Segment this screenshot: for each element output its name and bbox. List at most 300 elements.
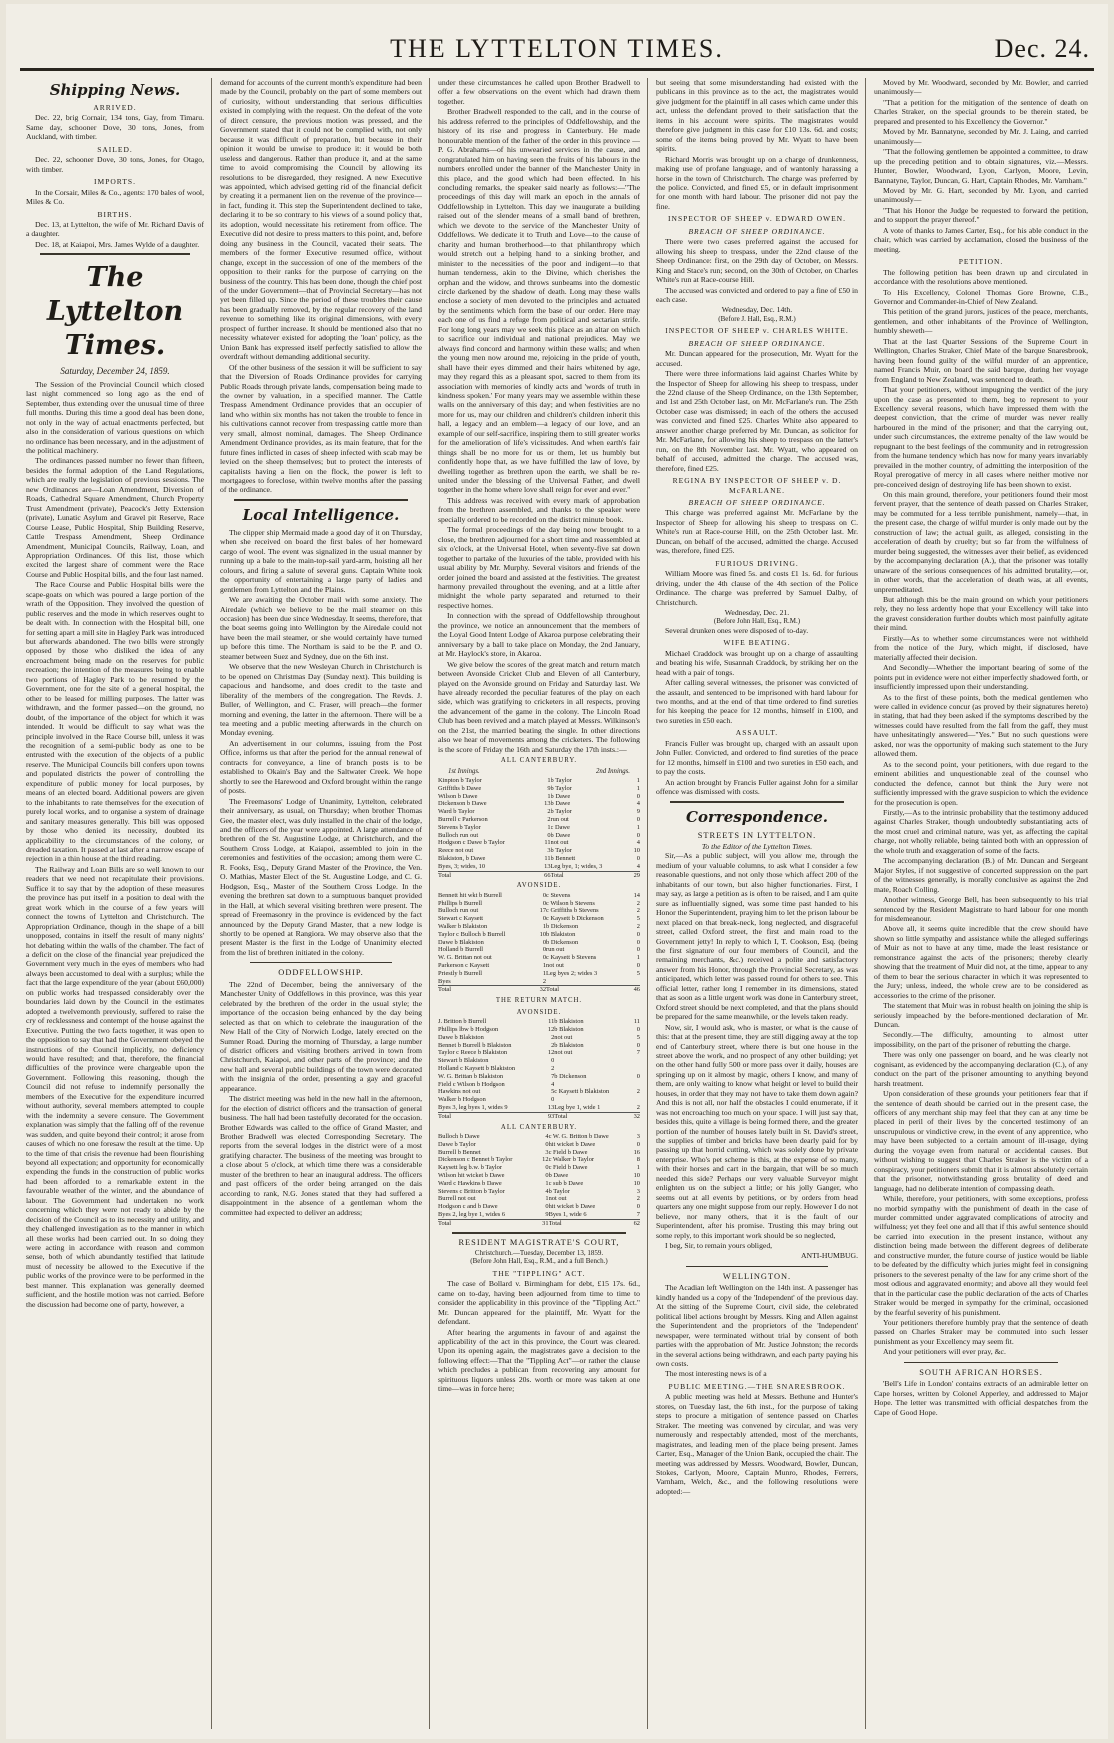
masthead-title: THE LYTTELTON TIMES. xyxy=(390,34,724,63)
scorecard-row xyxy=(438,800,640,808)
scorecard-row xyxy=(438,839,640,847)
births-text: Dec. 13, at Lyttelton, the wife of Mr. Richard Davis of a daughter. xyxy=(26,219,204,239)
petition-paragraph: That your petitioners, without impugning the verdict of the jury upon the case as presented to them, beg to represent to your Excellency several reasons, which have impressed them with the deepest conviction, that the crime of murder was never really harboured in the mind of the prisoner; and that the carrying out, under such circumstances, the extreme penalty of the law would be repugnant to the best feelings of the community and in retrogression from the humane tendency which has now for many years invariably prevailed in the mother country, of admitting the interposition of the Royal prerogative of mercy in all cases where neither motive nor pre-conceived design of destroying life has been shown to exist. xyxy=(874,385,1088,489)
court-bench: (Before John Hall, Esq., R.M., and a full Bench.) xyxy=(470,1257,608,1266)
column-3 xyxy=(438,78,640,1733)
batsman-cell: Total xyxy=(546,986,630,994)
batsman-cell: Griffiths b Dawe xyxy=(438,784,482,792)
imports-text: In the Corsair, Miles & Co., agents: 170 bales of wool, Miles & Co. xyxy=(26,187,204,207)
scorecard-row xyxy=(438,785,640,793)
runs-cell: 10 xyxy=(633,847,640,855)
scorecard-table xyxy=(438,777,640,879)
batsman-cell: c sub b Dawe xyxy=(548,1179,584,1187)
letter-signature: ANTI-HUMBUG. xyxy=(800,1251,858,1261)
batsman-cell: c Field b Dawe xyxy=(548,1148,588,1156)
batsman-cell: Stevens c Britton b Taylor xyxy=(438,1187,505,1195)
case-heading: INSPECTOR OF SHEEP v. EDWARD OWEN. xyxy=(668,214,846,224)
sailed-text: Dec. 22, schooner Dove, 30 tons, Jones, for Otago, with timber. xyxy=(26,155,204,174)
cricket-team-title: AVONSIDE. xyxy=(516,882,562,890)
petition-paragraph: This petition of the grand jurors, justices of the peace, merchants, gentlemen, and other inhabitants of the Province of Wellington, humbly sheweth— xyxy=(874,307,1088,336)
scorecard-row xyxy=(438,1180,640,1188)
column-4 xyxy=(656,78,858,1733)
court-paragraph: This charge was preferred against Mr. McFarlane by the Inspector of Sheep for allowing his sheep to trespass on C. White's run at Race-course Hill, on the 25th October last. Mr. Duncan, on behalf of the accused, admitted the charge. Accused was, therefore, fined £25. xyxy=(656,508,858,556)
batsman-cell: Total xyxy=(438,1219,539,1227)
batsman-cell: Total xyxy=(549,1219,630,1227)
batsman-cell: Leg bye 1, wide 1 xyxy=(554,1103,601,1111)
cricket-paragraph: We give below the scores of the great match and return match between Avonside Cricket Club and Eleven of all Canterbury, played on the Avonside ground on Friday and Saturday last. We have already recorded the peculiar features of the play on each side, which was gratifying to cricketers in all respects, proving the advancement of the game in the colony. The Lincoln Road Club has been revived and a match played at Messrs. Wilkinson's on the 21st, the married beating the single. In other directions also we hear of movements among the cricketers. The following is the score of Friday the 16th and Saturday the 17th insts.:— xyxy=(438,659,640,754)
court-paragraph: The case of Bollard v. Birmingham for debt, £15 17s. 6d., came on to-day, having been adjourned from time to time to consider the applicability in this province of the "Tippling Act." Mr. Duncan appeared for the plaintiff, Mr. Wyatt for the defendant. xyxy=(438,1279,640,1327)
batsman-cell: not out xyxy=(550,839,569,847)
batsman-cell: not out xyxy=(554,1033,573,1041)
wellington-paragraph: A public meeting was held at Messrs. Bethune and Hunter's stores, on Tuesday last, the 6th inst., for the purpose of taking steps to procure a mitigation of sentence passed on Charles Straker. The meeting was convened by circular, and was very numerously and respectably attended, most of the merchants, magistrates, and leading men of the place being present. James Carter, Esq., Manager of the Union Bank, occupied the chair. The meeting was addressed by Messrs. Woodward, Bowler, Duncan, Stokes, Carlyon, Moore, Captain Munro, Rhodes, Ferrers, Varnham, Welch, &c., and the following resolutions were adopted:— xyxy=(656,1392,858,1496)
batsman-cell: W. G. Brittan not out xyxy=(438,954,492,962)
editorial-paragraph: Of the other business of the session it will be sufficient to say that the Diversion of Roads Ordinance provides for carrying Public Roads through private lands, compensation being made to the owner by valuation, in a specified manner. The Cattle Trespass Amendment Ordinance provides that an occupier of land who within six months has not taken the trouble to fence in his cultivations cannot recover from trespassing cattle more than very small, almost nominal, damages. The Sheep Ordinance Amendment Ordinance provides, as its main feature, that for the future fines inflicted in cases of sheep infected with scab may be levied on the sheep themselves; but to protect the interests of capitalists having a lien on the flock, the power is left to mortgagees to foreclose, within twelve months after the passing of the ordinance. xyxy=(220,362,422,495)
runs-cell: 0 xyxy=(551,1057,555,1065)
scorecard-table xyxy=(438,892,640,994)
case-subheading: BREACH OF SHEEP ORDINANCE. xyxy=(688,338,826,348)
scorecard-table xyxy=(438,1133,640,1228)
court-paragraph: The accused was convicted and ordered to pay a fine of £50 in each case. xyxy=(656,285,858,304)
runs-cell: 16 xyxy=(633,1148,640,1156)
runs-cell: 5 xyxy=(551,1088,555,1096)
imports-label: IMPORTS. xyxy=(94,177,136,187)
runs-cell: 0 xyxy=(545,1203,549,1211)
runs-cell: 0 xyxy=(636,1072,640,1080)
scorecard-row xyxy=(438,1042,640,1050)
wellington-paragraph: The Acadian left Wellington on the 14th inst. A passenger has kindly handed us a copy of the 'Independent' of the previous day. At the sitting of the Supreme Court, civil side, the celebrated political libel actions brought by Messrs. King and Allen against the Superintendent and the proprietors of the 'Independent' newspaper, were terminated without trial by consent of both parties with the approbation of Mr. Justice Johnston; the records in the several actions being withdrawn, and each party paying his own costs. xyxy=(656,1283,858,1368)
scorecard-total-row xyxy=(438,1219,640,1227)
batsman-cell xyxy=(554,1065,630,1073)
scorecard-row xyxy=(438,1026,640,1034)
court-paragraph: but seeing that some misunderstanding had existed with the publicans in this province as to the act, the magistrates would give judgment for the plaintiff in all cases which came under this act, unless the defendant proved to their satisfaction that the items in his account were spirits. The magistrates would therefore give judgment in this case for £10 13s. 6d. and costs; some of the items being proved by Mr. Wyatt to have been spirits. xyxy=(656,78,858,154)
resolution-paragraph: Moved by Mr. G. Hart, seconded by Mr. Lyon, and carried unanimously— xyxy=(874,185,1088,205)
resolution-paragraph: A vote of thanks to James Carter, Esq., for his able conduct in the chair, which was carried by acclamation, closed the business of the meeting. xyxy=(874,225,1088,254)
runs-cell: 11 xyxy=(544,855,551,863)
batsman-cell: c Field b Dawe xyxy=(548,1164,588,1172)
court-bench: (Before J. Hall, Esq., R.M.) xyxy=(718,314,796,323)
scorecard-row xyxy=(438,1065,640,1073)
runs-cell: 2 xyxy=(542,977,547,985)
runs-cell: 10 xyxy=(633,1171,640,1179)
resolution-paragraph: "That the following gentlemen be appointed a committee, to draw up the preceding petition and to obtain signatures, viz.—Messrs. Hunter, Bowler, Woodward, Lyon, Carlyon, Moore, Levin, Bannatyne, Taylor, Duncan, G. Hart, Captain Rhodes, Mr. Varnham." xyxy=(874,147,1088,185)
runs-cell: 0 xyxy=(636,946,640,954)
runs-cell: 3 xyxy=(547,847,551,855)
petition-paragraph: Firstly—As to whether some circumstances were not withheld from the notice of the Jury, which might, if disclosed, have materially affected their decision. xyxy=(874,633,1088,662)
scorecard-row xyxy=(438,892,640,900)
wellington-heading: WELLINGTON. xyxy=(722,1271,792,1281)
runs-cell: 1 xyxy=(636,777,640,785)
case-subheading: BREACH OF SHEEP ORDINANCE. xyxy=(688,497,826,507)
section-rule xyxy=(686,1266,828,1267)
runs-cell: 11 xyxy=(633,1018,640,1026)
court-date: Wednesday, Dec. 21. xyxy=(724,607,790,617)
runs-cell: 2 xyxy=(636,1088,640,1096)
runs-cell: 7 xyxy=(636,1049,640,1057)
runs-cell: 0 xyxy=(636,831,640,839)
runs-cell: 5 xyxy=(636,1033,640,1041)
scorecard-row xyxy=(438,1211,640,1219)
batsman-cell: b Dawe xyxy=(550,800,571,808)
runs-cell: 2 xyxy=(551,1064,555,1072)
runs-cell: 62 xyxy=(630,1219,640,1227)
runs-cell: 13 xyxy=(544,800,551,808)
oddfellowship-heading: ODDFELLOWSHIP. xyxy=(278,968,364,978)
runs-cell: 5 xyxy=(636,969,640,977)
births-label: BIRTHS. xyxy=(97,209,133,219)
scorecard-row xyxy=(438,1096,640,1104)
scorecard-row xyxy=(438,1141,640,1149)
batsman-cell: c Kaysett b Blakiston xyxy=(554,1088,610,1096)
batsman-cell: Stewart b Blakiston xyxy=(438,1057,489,1065)
court-paragraph: Several drunken ones were disposed of to-day. xyxy=(665,625,809,635)
meeting-heading: PUBLIC MEETING.—THE SNARESBROOK. xyxy=(668,1381,846,1391)
batsman-cell: Kaysett leg b.w. b Taylor xyxy=(438,1164,502,1172)
batsman-cell: Wilson hit wicket b Dawe xyxy=(438,1171,505,1179)
batsman-cell: Ward b Taylor xyxy=(438,808,475,816)
resolution-paragraph: "That his Honor the Judge be requested to forward the petition, and to support the prayer thereof." xyxy=(874,205,1088,225)
runs-cell xyxy=(630,978,640,986)
editorial-paragraph: The Railway and Loan Bills are so well known to our readers that we need not recapitulate their provisions. Suffice it to say that by the adoption of these measures the province has put itself in a position to deal with the great work which in the course of a few years will connect the towns of Lyttelton and Christchurch. The Appropriation Ordinance, though in the shape of a bill unopposed, contains in itself the result of many nights' hot debating within the walls of the chamber. The fact of a deficit on the close of the financial year prejudiced the Government very much in the eyes of members who had always been accustomed to deal with a surplus; while the fact that the large expenditure of the year (about £60,000) on public works had trespassed considerably over the boundaries laid down by the Council in the estimates adopted a twelvemonth previously, suffered to raise the cry of recklessness and contempt of the house against the Executive. Putting the two facts together, it was open to the opposition to say that had the Government obeyed the instructions of the Council implicitly, no deficiency would have resulted; and that, therefore, the financial difficulties of the province were chargeable upon the Government. Following this reasoning, though the Council did not refuse to indemnify personally the members of the Executive for the expenditure incurred without authority, several members attempted to couple with the indemnity a severe censure. The Government explanation was simply that the falling off of the revenue was sudden, and quite beyond their control; it arose from causes of which no one foresaw the result at the time. Up to the time of that crisis the revenue had been flourishing beyond all expectation; and opportunity for economically expending the funds in the construction of public works had been afforded to a remarkable extent in the favourable weather of the winter, and the abundance of labour. The Government had undertaken no work concerning which they were not ready to abide by the decision of the Council as to its necessity and utility, and they challenged investigation as to the manner in which all these works had been carried out. In so doing they were acting in accordance with reason and common sense, both of which abundantly testified that latitude must of necessity be allowed to the Executive if the public works of the province were to be performed in the best manner. This explanation was generally deemed sufficient, and the hostile motion was not carried. Before the discussion had become one of party, however, a xyxy=(26,864,204,1309)
runs-cell: 5 xyxy=(636,915,640,923)
oddfellowship-paragraph: Brother Bradwell responded to the call, and in the course of his address referred to the principles of Oddfellowship, and the history of its rise and progress in Canterbury. He made honourable mention of the father of the order in this province —P. G. Abrahams—of his unwearied services in the cause, and congratulated him on having seen the fruits of his labours in the numbers enrolled under the banner of the Manchester Unity in this place, and the good which had been effected. In his concluding remarks, the speaker said nearly as follows:—"The proceedings of this day will mark an epoch in the annals of Oddfellowship in Lyttelton. This day we inaugurate a building raised out of the slender means of a small band of brethren, which we devote to the service of the Manchester Unity of Oddfellows. We dedicate it to Truth and Love—to the cause of charity and human brotherhood—to that philanthropy which would stretch out a helping hand to a sinking brother, and minister to the necessities of the poor and indigent—to that human tenderness, akin to the Divine, which cherishes the orphan and the widow, and throws sunbeams into the domestic circle darkened by the shadow of death. Long may these walls enclose a society of men devoted to the principles and actuated by the sentiments which form the base of our order. Here may each one of us find a refuge from political and sectarian strife. For long long years may we seek this place as an altar on which to sacrifice our individual and national prejudices. May we always find concord and harmony within these walls; and when the young men now around me, rejoicing in the pride of youth, shall have their eyes dimmed and their hairs whitened by age, may they regard this as a pleasant spot, sacred to them from its association with memories of kindly acts and 'words of truth in kindness spoken.' For many years may we assemble within these walls on the anniversary of this day; and when festivities are no more for us, may our children and children's children inherit this hall, a legacy and an emblem—a legacy of our love, and an example of our self-sacrifice, inspiring them to still greater works for the amelioration of life's vicissitudes. And when earth's fair things shall be no more for us or them, let us humbly but confidently hope that, as we have fulfilled the law of love, by dwelling together as brethren upon the earth, we shall be re-united under the blessing of the Universal Father, and dwell together in the home where love shall reign for ever and ever." xyxy=(438,107,640,495)
batsman-cell: b Dawe xyxy=(548,1171,569,1179)
column-divider xyxy=(211,78,212,1729)
court-paragraph: Francis Fuller was brought up, charged with an assault upon John Fuller. Convicted, and ordered to find sureties of the peace for 12 months, himself in £100 and two sureties in £50 each, and to pay the costs. xyxy=(656,738,858,777)
batsman-cell: Parkerson c Kaysett xyxy=(438,962,490,970)
runs-cell: 2 xyxy=(547,816,551,824)
arrived-text: Dec. 22, brig Cornair, 134 tons, Gay, from Timaru. Same day, schooner Dove, 30 tons, Jones, from Auckland, with timber. xyxy=(26,113,204,142)
runs-cell: 11 xyxy=(548,1018,555,1026)
batsman-cell: Holland b Burrell xyxy=(438,946,484,954)
court-paragraph: Mr. Duncan appeared for the prosecution, Mr. Wyatt for the accused. xyxy=(656,349,858,368)
batsman-cell xyxy=(546,978,630,986)
runs-cell: 1 xyxy=(547,792,551,800)
runs-cell: 9 xyxy=(547,784,551,792)
scorecard-row xyxy=(438,1057,640,1065)
letter-signoff: I beg, Sir, to remain yours obliged, xyxy=(665,1241,773,1251)
scorecard-table xyxy=(438,1018,640,1120)
case-heading: ASSAULT. xyxy=(735,728,779,738)
batsman-cell: Field c Wilson b Hodgson xyxy=(438,1080,505,1088)
runs-cell: 9 xyxy=(545,1210,549,1218)
batsman-cell: Bulloch run out xyxy=(438,907,479,915)
column-2 xyxy=(220,78,422,1733)
runs-cell: 2 xyxy=(636,899,640,907)
runs-cell: 13 xyxy=(544,862,551,870)
petition-heading: PETITION. xyxy=(958,257,1004,267)
batsman-cell: b Taylor xyxy=(550,777,572,785)
court-heading: RESIDENT MAGISTRATE'S COURT, xyxy=(458,1237,620,1247)
scorecard-row xyxy=(438,1188,640,1196)
runs-cell: 4 xyxy=(545,1187,549,1195)
masthead-rule xyxy=(20,68,1094,71)
case-heading: WIFE BEATING. xyxy=(723,638,791,648)
batsman-cell: c Kaysett b Stevens xyxy=(546,954,597,962)
batsman-cell: Total xyxy=(554,1112,630,1120)
court-paragraph: There were two cases preferred against the accused for allowing his sheep to trespass, under the 22nd clause of the Sheep Ordinance: first, on the 29th day of October, on Messrs. King and Stace's run; second, on the 30th of October, on Charles White's run at Race-course Hill. xyxy=(656,237,858,285)
scorecard-row xyxy=(438,832,640,840)
batsman-cell: Dawe b Blakiston xyxy=(438,1033,484,1041)
court-paragraph: After calling several witnesses, the prisoner was convicted of the assault, and sentenced to be imprisoned with hard labour for two months, and at the end of that time ordered to find sureties for his keeping the peace for 12 months, himself in £100, and two sureties in £50 each. xyxy=(656,678,858,725)
batsman-cell: b Taylor xyxy=(550,784,572,792)
cricket-team-title: ALL CANTERBURY. xyxy=(500,757,578,765)
batsman-cell: Burrell c Parkerson xyxy=(438,816,488,824)
scorecard-row xyxy=(438,808,640,816)
batsman-cell: b Dickenson xyxy=(546,923,579,931)
horses-paragraph: 'Bell's Life in London' contains extracts of an admirable letter on Cape horses, written by Colonel Apperley, and addressed to Major Hope. The letter was transmitted with official despatches from the Cape of Good Hope. xyxy=(874,1379,1088,1417)
runs-cell: 0 xyxy=(547,831,551,839)
section-rule xyxy=(250,962,392,963)
batsman-cell: Hodgson c Dawe b Taylor xyxy=(438,839,505,847)
petition-paragraph: To His Excellency, Colonel Thomas Gore Browne, C.B., Governor and Commander-in-Chief of New Zealand. xyxy=(874,287,1088,306)
letter-paragraph: Sir,—As a public subject, will you allow me, through the medium of your valuable columns, to ask what I consider a few reasonable questions, and not only those which affect 200 of the inhabitants of our town, but also higher functionaries. First, I may say, as large a petition as is often to be raised, and I am quite sure as influentially signed, was some time past handed to his Honor the Superintendent, praying him to let the prison labour be next placed on that break-neck, long neglected, and disgraceful street, called Oxford street, the first and main road to the Government jetty! In reply to which I, T. Cookson, Esq. (being the first signature of our four members of Council, and the remaining merchants, &c.) received a polite and satisfactory answer from his Honor, through the Provincial Secretary, as was anticipated, which letter was passed round for others to see. This official letter, rather long I remember in its dimensions, stated that as soon as a little urgent work was done in Canterbury street, Oxford street should be next completed, and that the plans should be prepared for the same meanwhile, or the levels taken ready. xyxy=(656,851,858,1022)
correspondence-heading: Correspondence. xyxy=(686,807,828,826)
runs-cell: 1 xyxy=(547,823,551,831)
scorecard-row xyxy=(438,1164,640,1172)
local-intelligence-heading: Local Intelligence. xyxy=(242,505,400,524)
runs-cell: 1 xyxy=(636,784,640,792)
runs-cell: 3 xyxy=(636,1187,640,1195)
resolution-paragraph: Moved by Mr. Bannatyne, seconded by Mr. J. Laing, and carried unanimously— xyxy=(874,127,1088,146)
runs-cell: 8 xyxy=(636,1156,640,1164)
scorecard-row xyxy=(438,1172,640,1180)
batsman-cell: Total xyxy=(438,986,536,994)
scorecard-total-row xyxy=(438,986,640,994)
column-divider xyxy=(647,78,648,1729)
cricket-team-subtitle: AVONSIDE. xyxy=(516,1008,562,1016)
masthead xyxy=(6,4,1108,76)
batsman-cell: Holland c Kaysett b Blakiston xyxy=(438,1064,516,1072)
column-5 xyxy=(874,78,1088,1733)
births-text: Dec. 18, at Kaiapoi, Mrs. James Wylde of a daughter. xyxy=(35,239,200,249)
batsman-cell: Walker b Blakiston xyxy=(438,923,488,931)
runs-cell: 1 xyxy=(542,969,547,977)
batsman-cell: b Blakiston xyxy=(546,930,576,938)
petition-paragraph: On this main ground, therefore, your petitioners found their most fervent prayer, that the sentence of death passed on Charles Straker, may be commuted for a less terrible punishment, namely—that, in the present case, the charge of wilful murder is only made out by the construction of law; the actual guilt, as alleged, consisting in the acceleration of death by cruelty; but so far from the wilfulness of murder being suggested, the witnesses aver their belief, as evidenced by the accompanying declaration (A.), that the prisoner was totally unaware of the serious consequences of his admitted brutality,—or, in other words, that the acceleration of death was, at all events, unpremeditated. xyxy=(874,490,1088,594)
batsman-cell: Dawe b Taylor xyxy=(438,1140,476,1148)
section-rule xyxy=(40,253,190,255)
column-divider xyxy=(429,78,430,1729)
runs-cell: 10 xyxy=(539,930,547,938)
batsman-cell: W. G. Brittan b Blakiston xyxy=(438,1072,504,1080)
runs-cell: 0 xyxy=(636,1203,640,1211)
runs-cell: 2 xyxy=(636,1103,640,1111)
scorecard-row xyxy=(438,962,640,970)
batsman-cell: c Stevens xyxy=(546,891,571,899)
section-rule xyxy=(452,1232,626,1234)
resolution-paragraph: Moved by Mr. Woodward, seconded by Mr. Bowler, and carried unanimously— xyxy=(874,78,1088,97)
scorecard-row xyxy=(438,816,640,824)
letter-paragraph: Now, sir, I would ask, who is master, or what is the cause of this: that at the present time, they are still digging away at the top end of Canterbury street, where there is but one house in the street above the work, and no prospect of any other building; yet on the other hand fully 500 or more pass over it daily, houses are springing up on it almost by magic, others I know, and many of them, are only waiting to know what height or level to build their houses, in order that they may not have to take them down again? And this is not all, nor half the obstacles I could enumerate, if it was not encroaching too much on your space. I will just say that, besides this, quite a village is being formed there, and the greater portion of the number of houses lately built in St. David's street, the supplies of timber and bricks have been dearly paid for by passing up that horrid cutting, which was solely done by private enterprise. Who's pet scheme is this, at the expense of so many, with their horses and cart in the bargain, that will be so much needed this side? Perhaps our very valuable Surveyor might enlighten us on the subject a little; or his jolly Ganger, who seems out at all events by petitions, or by orders from head quarters any one might suppose from our reply. However I do not believe, nor many others, that it is the fault of our Superintendent, after his promise. Trusting this may bring out some reply, to this important work should be so neglected, xyxy=(656,1022,858,1240)
runs-cell: 2 xyxy=(636,1195,640,1203)
petition-paragraph: Firstly,—As to the intrinsic probability that the testimony adduced against Charles Straker, though undoubtedly substantiating acts of the most cruel and criminal nature, was yet, as affecting the capital charge, not wholly reliable, being tainted both with an oppression of the whole truth and exaggeration of some of the facts. xyxy=(874,807,1088,855)
runs-cell: 1 xyxy=(542,962,547,970)
scorecard-row xyxy=(438,1133,640,1141)
petition-paragraph: There was only one passenger on board, and he was clearly not cognisant, as evidenced by the accompanying declaration (C.), of any conduct on the part of the prisoner amounting to anything beyond harsh treatment. xyxy=(874,1050,1088,1088)
court-paragraph: An action brought by Francis Fuller against John for a similar offence was dismissed with costs. xyxy=(656,777,858,797)
scorecard-row xyxy=(438,824,640,832)
runs-cell: 12 xyxy=(542,1156,549,1164)
batsman-cell: Leg bye, 1; wides, 3 xyxy=(550,862,603,870)
petition-paragraph: As to the second point, your petitioners, with due regard to the eminent abilities and unquestionable zeal of the counsel who conducted the defence, cannot but think the Jury were not sufficiently impressed with the grave suspicion to which the evidence for the prosecution is open. xyxy=(874,759,1088,807)
batsman-cell: Total xyxy=(438,1112,544,1120)
case-heading: INSPECTOR OF SHEEP v. CHARLES WHITE. xyxy=(665,326,849,336)
scorecard-row xyxy=(438,1049,640,1057)
resolution-paragraph: "That a petition for the mitigation of the sentence of death on Charles Straker, on the special grounds to be therein stated, be prepared and presented to his Excellency the Governor." xyxy=(874,97,1088,126)
batsman-cell: Ward c Hawkins b Dawe xyxy=(438,1179,502,1187)
batsman-cell: b Blakiston xyxy=(554,1025,584,1033)
runs-cell xyxy=(630,1081,640,1089)
batsman-cell: b Bennett xyxy=(550,855,576,863)
scorecard-row xyxy=(438,1018,640,1026)
scorecard-row xyxy=(438,907,640,915)
batsman-cell: c W. G. Britton b Dawe xyxy=(548,1132,609,1140)
batsman-cell: Bulloch run out xyxy=(438,831,479,839)
runs-cell: 0 xyxy=(636,938,640,946)
runs-cell: 0 xyxy=(636,792,640,800)
batsman-cell: b Dawe xyxy=(550,792,571,800)
south-african-horses-heading: SOUTH AFRICAN HORSES. xyxy=(919,1367,1043,1377)
petition-paragraph: And Secondly—Whether the important bearing of some of the points put in evidence were not either imperfectly shadowed forth, or insufficiently impressed upon their understanding. xyxy=(874,663,1088,692)
batsman-cell: Blakiston, b Dawe xyxy=(438,855,486,863)
editorial-paragraph: The ordinances passed number no fewer than fifteen, besides the formal adoption of the Land Regulations, which are really the legislation of previous sessions. The new Ordinances are—Loan Amendment, Diversion of Roads, Cathedral Square Amendment, Church Property Trust Amendment (private), Peacock's Jetty Extension (private), Lunatic Asylum and Gravel pit Reserve, Race Course Lease, Public Hospital, Ship Building Reserve, Cattle Trespass Amendment, Sheep Ordinance Amendment, Municipal Councils, Railway, Loan, and Appropriation Ordinances. Of this list, those which excited the largest share of comment were the Race Course and Public Hospital bills, and the four last named. xyxy=(26,456,204,579)
scorecard-row xyxy=(438,1073,640,1081)
batsman-cell: Total xyxy=(551,871,630,879)
oddfellowship-paragraph: The 22nd of December, being the anniversary of the Manchester Unity of Oddfellows in this province, was this year celebrated by the brethren of the order in the usual style; the importance of the occasion being enhanced by the day being selected as that on which to celebrate the inauguration of the New Hall of the City of Norwich Lodge, lately erected on the Sumner Road. During the morning of Thursday, a large number of district officers and visiting brothers arrived in town from Christchurch, Kaiapoi, and other parts of the province; and the new hall and several public buildings of the town were decorated with the insignia of the order, presenting a gay and graceful appearance. xyxy=(220,979,422,1093)
runs-cell: 1 xyxy=(542,923,547,931)
runs-cell: 66 xyxy=(541,871,551,879)
batsman-cell: Walker b Hodgson xyxy=(438,1096,486,1104)
editorial-paragraph: demand for accounts of the current month's expenditure had been made by the Council, probably on the part of some members out of curiosity, without understanding that serious difficulties existed in complying with the request. On the defeat of the vote of direct censure, the previous motion was pressed, and the Government stated that it could not be complied with, not only because it was difficult of preparation, but because in their opinion it would be unwise to produce it: it would be both useless and dangerous. Rather than produce it, and at the same time to avoid compromising the Council by allowing its resolutions to be disregarded, they resigned. A new Executive was appointed, which advised getting rid of the financial deficit by creating it a permanent lien on the revenue of the province—in fact, funding it. This step the Superintendent declined to take, declaring it to be so contrary to his views of a sound policy that, its adoption, would necessitate his retirement from office. The Executive did not desire to press matters to this point, and, before doing any business in the Council, vacated their seats. The members of the former Executive resumed office, without change, except in the succession of one of the members of the opposition to their ranks for the purpose of carrying on the business of the country. This has been done, though the chief post of the under Government—that of Provincial Secretary—has not yet been filled up. Since the period of these troubles their cause has been gradually removed, by the regular recovery of the land revenue to something like its original dimensions, with every prospect of further increase. It should be mentioned also that no necessity whatever existed for adopting the 'loan' policy, as the Union Bank has expressed itself perfectly satisfied to allow the overdraft without demanding additional security. xyxy=(220,78,422,362)
batsman-cell: b Taylor xyxy=(550,808,572,816)
batsman-cell: Byes xyxy=(438,977,451,985)
runs-cell: 14 xyxy=(633,891,640,899)
runs-cell xyxy=(630,1096,640,1104)
runs-cell: 11 xyxy=(544,839,551,847)
batsman-cell: Burrell b Bennet xyxy=(438,1148,481,1156)
runs-cell: 1 xyxy=(636,954,640,962)
runs-cell: 4 xyxy=(636,800,640,808)
local-paragraph: An advertisement in our columns, issuing from the Post Office, informs us that after the period for the annual renewal of contracts for conveyance, a line of branch posts is to be established to Okain's Bay and the Saltwater Creek. We hope shortly to see the Harewood and Oxford brought within the range of posts. xyxy=(220,738,422,796)
runs-cell: 7 xyxy=(636,1210,640,1218)
innings-label: 2nd Innings. xyxy=(596,767,630,775)
runs-cell: 17 xyxy=(539,907,547,915)
petition-paragraph: Another witness, George Bell, has been subsequently to his trial sentenced by the Resident Magistrate to hard labour for one month for misdemeanour. xyxy=(874,895,1088,923)
petition-paragraph: As to the first of these points, both the medical gentlemen who were called in evidence concur (as proved by their signatures hereto) in stating, that had they been asked if the symptoms described by the witnesses could have resulted from the fall from the gaff, they must have unhesitatingly answered—"Yes." But no such questions were asked, nor was the opportunity of making such statement to the Jury allowed them. xyxy=(874,692,1088,759)
runs-cell: 4 xyxy=(636,862,640,870)
batsman-cell: Hodgson c and b Dawe xyxy=(438,1203,498,1211)
scorecard-row xyxy=(438,1203,640,1211)
scorecard-row xyxy=(438,855,640,863)
petition-paragraph: That at the last Quarter Sessions of the Supreme Court in Wellington, Charles Straker, Chief Mate of the barque Snaresbrook, having been found guilty of the wilful murder of an apprentice, named Francis Muir, on board the said barque, during her voyage from England to New Zealand, was sentenced to death. xyxy=(874,336,1088,384)
case-subheading: BREACH OF SHEEP ORDINANCE. xyxy=(688,226,826,236)
batsman-cell: not out xyxy=(548,1195,567,1203)
batsman-cell xyxy=(554,1081,630,1089)
scorecard-row xyxy=(438,978,640,986)
arrived-label: ARRIVED. xyxy=(93,103,137,112)
scorecard-row xyxy=(438,970,640,978)
batsman-cell: Kinpton b Taylor xyxy=(438,777,482,785)
runs-cell: 1 xyxy=(636,823,640,831)
runs-cell: 0 xyxy=(542,954,547,962)
scorecard-total-row xyxy=(438,871,640,879)
petition-paragraph: While, therefore, your petitioners, with some exceptions, profess no morbid sympathy with the punishment of death in the case of murder committed under aggravated complications of atrocity and wilfulness; yet they feel one and all that if this awful sentence should be carried into execution in the present instance, without any distinction being made between the different degrees of deliberate and constructive murder, the future course of justice would be liable to be defeated by the difficulty which juries might feel in consigning prisoners to the severest penalty of the law for any crime short of the most odious and aggravated enormity; and above all they would feel that in the particular case the public declaration of the acts of Charles Straker would be merged in sympathy for the criminal, occasioned by the fearful severity of his punishment. xyxy=(874,1194,1088,1317)
batsman-cell: b Dawe xyxy=(550,831,571,839)
runs-cell: 0 xyxy=(636,1140,640,1148)
runs-cell: 1 xyxy=(545,1195,549,1203)
batsman-cell: Dickenson b Dawe xyxy=(438,800,487,808)
batsman-cell: Phillips lbw b Hodgson xyxy=(438,1025,499,1033)
batsman-cell xyxy=(554,1096,630,1104)
innings-label: 1st Innings. xyxy=(448,767,480,775)
batsman-cell: c Wilson b Stevens xyxy=(546,899,595,907)
scorecard-row xyxy=(438,847,640,855)
letter-title: STREETS IN LYTTELTON. xyxy=(697,830,817,840)
scorecard-total-row xyxy=(438,1112,640,1120)
petition-paragraph: But although this be the main ground on which your petitioners rely, they no less ardently hope that your Excellency will take into the gravest consideration further doubts which most painfully agitate their mind. xyxy=(874,595,1088,633)
batsman-cell: Taylor c Reece b Blakiston xyxy=(438,1049,508,1057)
scorecard-row xyxy=(438,946,640,954)
batsman-cell: hit wicket b Dawe xyxy=(548,1203,596,1211)
batsman-cell xyxy=(554,1057,630,1065)
runs-cell: 0 xyxy=(551,1096,555,1104)
petition-paragraph: The accompanying declaration (B.) of Mr. Duncan and Sergeant Major Styles, if not suggestive of concerted suppression on the part of the witnesses generally, is morally conclusive as against the 2nd mate, Roach Colling. xyxy=(874,856,1088,894)
editorial-paragraph: The Race Course and Public Hospital bills were the scape-goats on which was poured a large portion of the wrath of the Opposition. They involved the question of public reserves and the mode in which reserves ought to be dealt with. In connection with the Hospital bill, one for setting apart a mill site in Hagley Park was introduced but afterwards abandoned. The two bills were strongly opposed by those who disliked the idea of any encroachment being made on the reserves for public recreation; the intention of the measures being to enable two portions of Hagley Park to be resumed by the Government, one for the site of a general hospital, the other to be leased for milling purposes. The latter was withdrawn, and the former passed—on the ground, no doubt, of the importance of the object for which it was intended. It would be difficult to say what was the principle involved in the Race Course bill, unless it was the recognition of a semi-public body as one to be entrusted with the execution of the objects of a public reserve. The Municipal Councils bill confers upon towns and populated districts the power of controlling the expenditure of public money for local purposes, by means of an elected board. Additional powers are given to the inhabitants to rate themselves for the execution of purely local works, and to organise a system of drainage and sanitary measures generally. This bill was opposed by those who denied its necessity, doubted its applicability to the circumstances of the colony, or dreaded taxation. It passed at last after a narrow escape of rejection in a thin house at the third reading. xyxy=(26,580,204,864)
batsman-cell: not out xyxy=(554,1049,573,1057)
runs-cell: 10 xyxy=(633,1179,640,1187)
runs-cell: 2 xyxy=(547,808,551,816)
masthead-date: Dec. 24. xyxy=(994,34,1090,63)
scorecard-row xyxy=(438,1081,640,1089)
batsman-cell: c Walker b Taylor xyxy=(548,1156,595,1164)
scorecard-row xyxy=(438,923,640,931)
batsman-cell: Dickenson c Bennet b Taylor xyxy=(438,1156,513,1164)
letter-addressee: To the Editor of the Lyttelton Times. xyxy=(701,841,813,851)
runs-cell xyxy=(630,1065,640,1073)
local-paragraph: The Freemasons' Lodge of Unanimity, Lyttelton, celebrated their anniversary, as usual, on Thursday; when brother Thomas Gee, the master elect, was duly installed in the chair of the lodge, and the officers of the year were appointed. A large attendance of brethren of the St. Augustine Lodge, at Christchurch, and the Southern Cross Lodge, at Kaiapoi, assembled to join in the ceremonies and festivities of the occasion; among them were C. R. Fooks, Esq., Deputy Grand Master of the Province, the Ven. O. Mathias, Master Elect of the St. Augustine Lodge, and C. G. Hodgson, Esq., Master of the Southern Cross Lodge. In the evening the brethren sat down to a sumptuous banquet provided in the Hall, at which several visiting brethren were present. The spread of Freemasonry in the province is evidenced by the fact announced by the Deputy Grand Master, that a new lodge is shortly to be opened at Rangiora. We may observe also that the present Master is the first in the Lodge of Unanimity elected from the list of brethren initiated in the colony. xyxy=(220,796,422,957)
batsman-cell: Byes 2, leg bye 1, wides 6 xyxy=(438,1210,506,1218)
batsman-cell: b Dickenson xyxy=(546,938,579,946)
local-paragraph: The clipper ship Mermaid made a good day of it on Thursday, when she received on board the first bales of her homeward cargo of wool. The event was signalized in the usual manner by running up a bale to the main-top-sail yard-arm, hoisting all her colours, and firing a salute of several guns. Captain White took the opportunity of entertaining a large party of ladies and gentlemen from Lyttelton and the Plains. xyxy=(220,527,422,594)
batsman-cell: Bulloch b Dawe xyxy=(438,1132,480,1140)
runs-cell: 2 xyxy=(636,923,640,931)
batsman-cell: b Blakiston xyxy=(554,1018,584,1026)
batsman-cell: Hawkins not out xyxy=(438,1088,481,1096)
batsman-cell: Reece not out xyxy=(438,847,474,855)
innings-header xyxy=(438,767,640,776)
local-paragraph: We are awaiting the October mail with some anxiety. The Airedale (which we believe to be the mail steamer on this occasion) has been due since Wednesday. It seems, therefore, that the boat seems going into Wellington by the Airedale could not have been the mail steamer, or she would certainly have turned up before this time. The Northam is said to be the P. and O. steamer between Suez and Sydney, due on the 6th inst. xyxy=(220,595,422,661)
runs-cell: 0 xyxy=(636,1025,640,1033)
court-paragraph: Michael Craddock was brought up on a charge of assaulting and beating his wife, Susannah Craddock, by striking her on the head with a pair of tongs. xyxy=(656,648,858,677)
runs-cell: 0 xyxy=(636,962,640,970)
runs-cell: 9 xyxy=(636,808,640,816)
runs-cell: 1 xyxy=(545,1179,549,1187)
runs-cell: 0 xyxy=(542,938,547,946)
runs-cell: 0 xyxy=(542,946,547,954)
petition-paragraph: Your petitioners therefore humbly pray that the sentence of death passed on Charles Straker may be commuted into such lesser punishment as your Excellency may seem fit. xyxy=(874,1318,1088,1346)
batsman-cell: run out xyxy=(550,816,569,824)
oddfellowship-paragraph: under these circumstances he called upon Brother Bradwell to offer a few observations on the event which had drawn them together. xyxy=(438,78,640,106)
petition-paragraph: The following petition has been drawn up and circulated in accordance with the resolutions above mentioned. xyxy=(874,267,1088,287)
batsman-cell: c Dawe xyxy=(550,823,570,831)
scorecard-row xyxy=(438,1149,640,1157)
petition-paragraph: Above all, it seems quite incredible that the crew should have shown so little sympathy and assistance while the alleged sufferings of Muir as not to have at any time, made the least resistance or remonstrance against the acts of the prisoners; thereby clearly showing that the treatment of Muir did not, at the time, appear to any of them to bear the serious character in which it was represented to the Jury; unless, indeed, the whole crew are to be considered as accessories to the crime of the prisoner. xyxy=(874,924,1088,1000)
column-divider xyxy=(865,78,866,1729)
runs-cell: 29 xyxy=(630,871,640,879)
runs-cell: 4 xyxy=(636,839,640,847)
runs-cell: 0 xyxy=(542,891,547,899)
petition-paragraph: And your petitioners will ever pray, &c. xyxy=(883,1347,1006,1357)
